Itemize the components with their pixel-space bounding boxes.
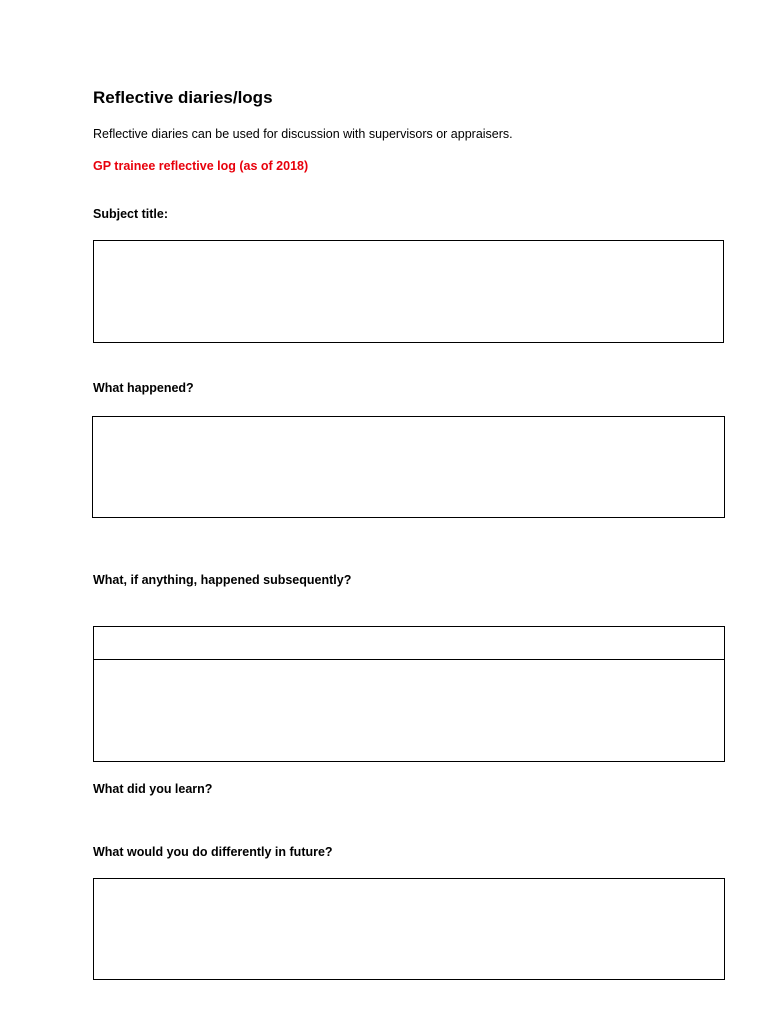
- subsequently-box[interactable]: [93, 626, 725, 762]
- subsequently-label: What, if anything, happened subsequently?: [93, 573, 352, 587]
- differently-label: What would you do differently in future?: [93, 845, 333, 859]
- learned-label: What did you learn?: [93, 782, 213, 796]
- subject-title-box[interactable]: [93, 240, 724, 343]
- what-happened-box[interactable]: [92, 416, 725, 518]
- subsequently-box-top-row[interactable]: [93, 626, 725, 660]
- intro-text: Reflective diaries can be used for discussion with supervisors or appraisers.: [93, 127, 513, 141]
- log-heading: GP trainee reflective log (as of 2018): [93, 159, 309, 173]
- differently-box[interactable]: [93, 878, 725, 980]
- subsequently-box-bottom-row[interactable]: [93, 660, 725, 762]
- page-title: Reflective diaries/logs: [93, 88, 273, 107]
- subject-title-label: Subject title:: [93, 207, 169, 221]
- what-happened-label: What happened?: [93, 381, 194, 395]
